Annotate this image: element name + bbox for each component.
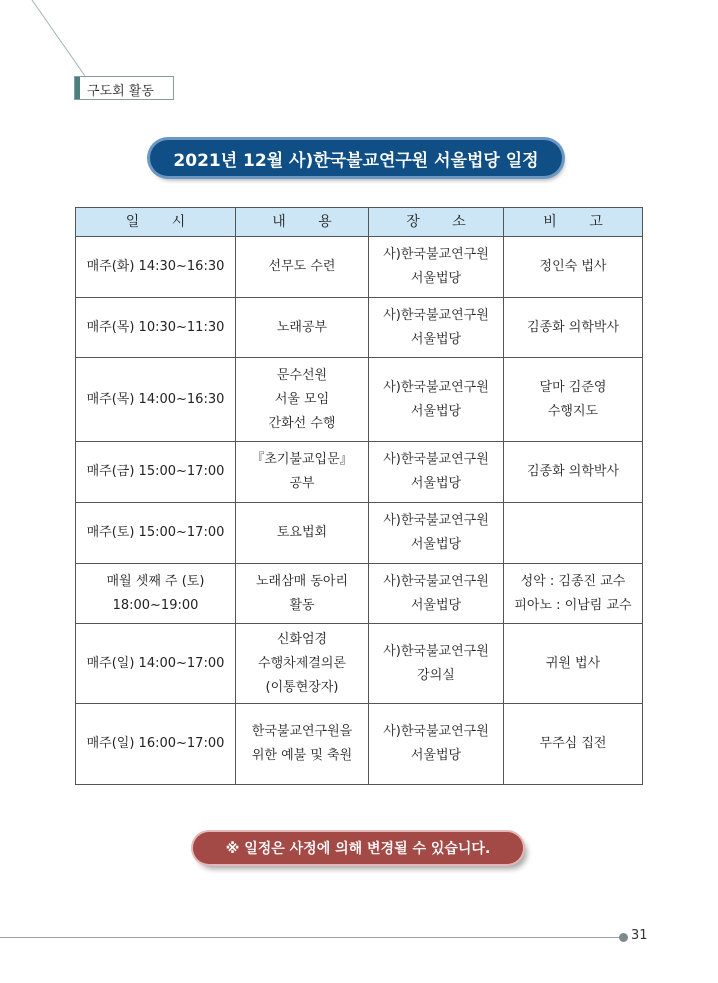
- cell-content-line: 활동: [289, 597, 315, 613]
- cell-place-line: 강의실: [417, 667, 455, 683]
- footer-dot-icon: [619, 933, 628, 942]
- cell-content-line: 『초기불교입문』: [251, 452, 353, 467]
- cell-place-line: 서울법당: [410, 748, 462, 763]
- cell-content-line: 간화선 수행: [268, 415, 336, 431]
- cell-content-line: 서울 모임: [274, 391, 330, 407]
- cell-time-line: 매주(토) 15:00~17:00: [86, 525, 225, 540]
- notice-banner: [193, 832, 523, 864]
- cell-note-line: 김종화 의학박사: [526, 464, 620, 479]
- cell-note: [504, 503, 643, 564]
- cell-time-line: 매주(일) 14:00~17:00: [86, 655, 225, 671]
- cell-note-line: 피아노 : 이남림 교수: [514, 597, 632, 613]
- cell-time: [76, 358, 236, 442]
- footer-divider: [0, 937, 622, 938]
- cell-place-line: 사)한국불교연구원: [383, 724, 489, 739]
- cell-content-line: 문수선원: [276, 367, 328, 383]
- cell-content: [236, 704, 369, 785]
- table-row: [76, 298, 643, 358]
- cell-time: [76, 442, 236, 503]
- cell-time-line: 매주(금) 15:00~17:00: [86, 464, 225, 479]
- cell-place-line: 서울법당: [410, 476, 462, 491]
- cell-note-line: 귀원 법사: [545, 655, 601, 671]
- header-place: 장 소: [369, 208, 504, 237]
- cell-content: [236, 624, 369, 704]
- cell-place: [369, 704, 504, 785]
- table-row: [76, 624, 643, 704]
- cell-note-line: 정인숙 법사: [539, 259, 607, 274]
- cell-place-line: 사)한국불교연구원: [383, 307, 489, 323]
- cell-place-line: 서울법당: [410, 537, 462, 552]
- cell-place: [369, 624, 504, 704]
- table-row: [76, 237, 643, 298]
- cell-place-line: 사)한국불교연구원: [383, 573, 489, 589]
- cell-content: [236, 358, 369, 442]
- page-number: 31: [631, 928, 648, 943]
- cell-content: [236, 298, 369, 358]
- cell-place: [369, 564, 504, 624]
- cell-time-line: 매주(일) 16:00~17:00: [86, 736, 225, 751]
- cell-content: [236, 503, 369, 564]
- cell-content-line: (이통현장자): [265, 679, 339, 695]
- cell-time-line: 매주(목) 14:00~16:30: [86, 391, 225, 407]
- cell-place: [369, 298, 504, 358]
- header-note: 비 고: [504, 208, 643, 237]
- table-row: [76, 358, 643, 442]
- cell-content-line: 한국불교연구원을: [251, 724, 353, 739]
- cell-note-line: 달마 김준영: [539, 379, 607, 395]
- cell-place: [369, 442, 504, 503]
- cell-place-line: 사)한국불교연구원: [383, 452, 489, 467]
- cell-place-line: 사)한국불교연구원: [383, 513, 489, 528]
- cell-place-line: 서울법당: [410, 403, 462, 419]
- page-title-banner: [150, 140, 562, 176]
- cell-content-line: 신화엄경: [276, 631, 328, 647]
- table-row: [76, 442, 643, 503]
- cell-note: [504, 442, 643, 503]
- table-header-row: [76, 208, 643, 237]
- cell-note-line: 수행지도: [547, 403, 599, 419]
- decorative-corner-line: [0, 0, 718, 120]
- cell-content-line: 노래삼매 동아리: [255, 573, 349, 589]
- cell-note-line: 김종화 의학박사: [526, 319, 620, 335]
- cell-time: [76, 704, 236, 785]
- cell-time: [76, 503, 236, 564]
- cell-note: [504, 564, 643, 624]
- section-tag: [74, 76, 174, 100]
- table-body: [76, 237, 643, 785]
- cell-time-line: 매주(목) 10:30~11:30: [86, 319, 225, 335]
- cell-place: [369, 358, 504, 442]
- cell-time-line: 매주(화) 14:30~16:30: [86, 259, 225, 274]
- cell-note: [504, 237, 643, 298]
- cell-note: [504, 704, 643, 785]
- cell-content-line: 선무도 수련: [268, 259, 336, 274]
- schedule-table: [75, 207, 643, 785]
- header-content: 내 용: [236, 208, 369, 237]
- cell-time: [76, 298, 236, 358]
- cell-content-line: 위한 예불 및 축원: [251, 748, 353, 763]
- cell-place-line: 서울법당: [410, 331, 462, 347]
- cell-place: [369, 503, 504, 564]
- cell-time: [76, 564, 236, 624]
- cell-time: [76, 237, 236, 298]
- cell-place-line: 서울법당: [410, 271, 462, 286]
- section-tag-label: 구도회 활동: [87, 84, 154, 99]
- table-row: [76, 503, 643, 564]
- section-tag-accent: [75, 77, 80, 99]
- header-datetime: 일 시: [76, 208, 236, 237]
- cell-place: [369, 237, 504, 298]
- cell-note: [504, 624, 643, 704]
- cell-note-line: 무주심 집전: [539, 736, 607, 751]
- notice-text: ※ 일정은 사정에 의해 변경될 수 있습니다.: [225, 841, 491, 857]
- cell-content-line: 토요법회: [276, 525, 328, 540]
- cell-content-line: 노래공부: [276, 319, 328, 335]
- cell-content: [236, 564, 369, 624]
- cell-place-line: 서울법당: [410, 597, 462, 613]
- table-row: [76, 564, 643, 624]
- cell-content: [236, 442, 369, 503]
- cell-place-line: 사)한국불교연구원: [383, 247, 489, 262]
- cell-note: [504, 298, 643, 358]
- cell-note: [504, 358, 643, 442]
- cell-content-line: 수행차제결의론: [258, 655, 346, 671]
- table-row: [76, 704, 643, 785]
- page-title: 2021년 12월 사)한국불교연구원 서울법당 일정: [173, 150, 539, 171]
- cell-time-line: 매월 셋째 주 (토): [106, 573, 205, 589]
- cell-place-line: 사)한국불교연구원: [383, 643, 489, 659]
- cell-time: [76, 624, 236, 704]
- cell-place-line: 사)한국불교연구원: [383, 379, 489, 395]
- cell-time-line: 18:00~19:00: [112, 597, 199, 613]
- cell-note-line: 성악 : 김종진 교수: [520, 573, 626, 589]
- cell-content: [236, 237, 369, 298]
- cell-content-line: 공부: [289, 476, 315, 491]
